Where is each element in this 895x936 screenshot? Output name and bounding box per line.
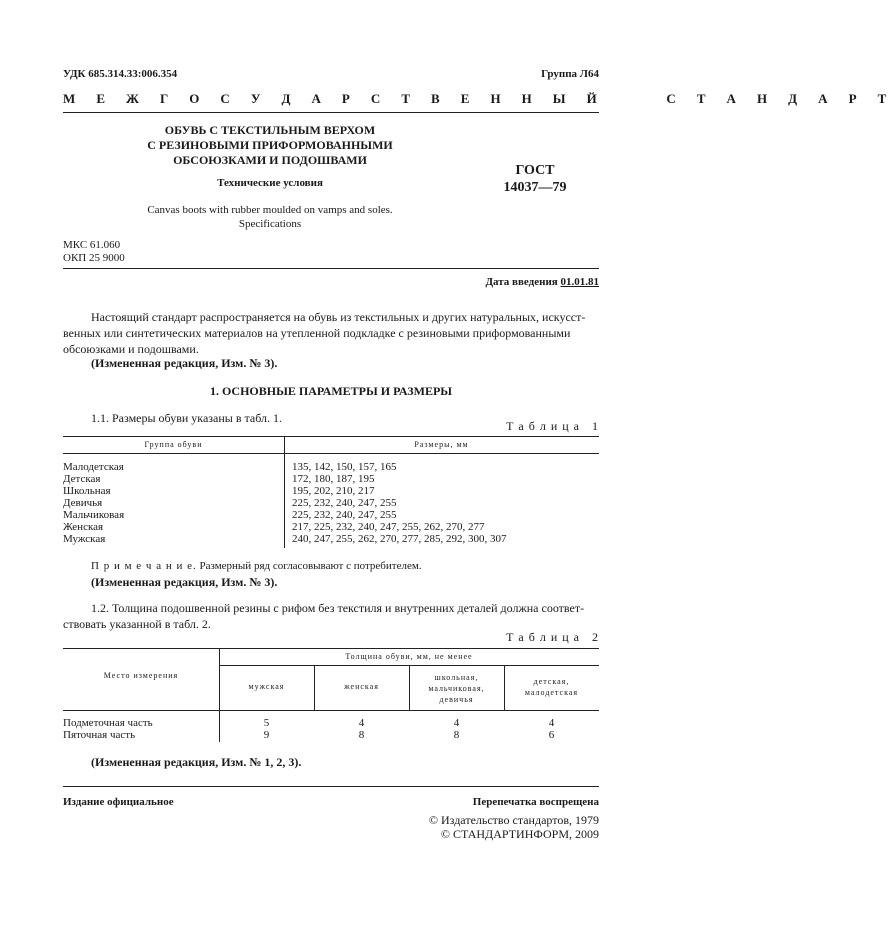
classification-codes — [63, 239, 125, 265]
title-line2: С РЕЗИНОВЫМИ ПРИФОРМОВАННЫМИ — [147, 138, 393, 152]
table2-cell-value: 8 — [453, 729, 460, 741]
table1-cell-group: Мальчиковая — [63, 509, 125, 521]
table1-edition-note: (Измененная редакция, Изм. № 3). — [91, 575, 278, 589]
table1-header-bottom — [63, 453, 599, 454]
table1-cell-sizes: 135, 142, 150, 157, 165 — [292, 461, 397, 473]
table1-cell-sizes: 240, 247, 255, 262, 270, 277, 285, 292, 300, 307 — [292, 533, 507, 545]
table2-edition-note: (Измененная редакция, Изм. № 1, 2, 3). — [91, 755, 302, 769]
table2-caption: Т а б л и ц а 2 — [506, 630, 599, 644]
english-title-line1: Canvas boots with rubber moulded on vamps and soles. — [147, 204, 393, 216]
document-title — [120, 123, 420, 168]
table-row — [63, 473, 599, 485]
table2-col-children — [504, 676, 599, 698]
table2-col-school-line2: мальчиковая, — [428, 684, 485, 693]
table2-col-children-line2: малодетская — [524, 688, 579, 697]
table1-note-text: Размерный ряд согласовывают с потребителем. — [196, 560, 422, 572]
table2-cell-place: Пяточная часть — [63, 729, 136, 741]
table2-cell-value: 4 — [548, 717, 555, 729]
intro-line3: обсоюзками и подошвами. — [63, 342, 199, 356]
table2-cell-value: 4 — [358, 717, 365, 729]
table2-cell-value: 6 — [548, 729, 555, 741]
intro-paragraph — [63, 309, 599, 357]
table-row — [63, 533, 599, 545]
title-divider — [63, 268, 599, 269]
table-row — [63, 729, 599, 741]
table1-note-label: П р и м е ч а н и е. — [91, 560, 197, 572]
intro-date — [485, 276, 599, 288]
table1-cell-group: Школьная — [63, 485, 111, 497]
official-edition: Издание официальное — [63, 796, 174, 808]
table-row — [63, 717, 599, 729]
table2-top-border — [63, 648, 599, 649]
table-row — [63, 521, 599, 533]
intro-line1: Настоящий стандарт распространяется на обувь из текстильных и других натуральных, искусст- — [91, 310, 586, 324]
p12-line1: 1.2. Толщина подошвенной резины с рифом без текстиля и внутренних деталей должна соответ- — [91, 601, 585, 615]
english-title — [120, 203, 420, 231]
table1-cell-sizes: 217, 225, 232, 240, 247, 255, 262, 270, 277 — [292, 521, 485, 533]
title-line1: ОБУВЬ С ТЕКСТИЛЬНЫМ ВЕРХОМ — [164, 123, 376, 137]
table-row — [63, 497, 599, 509]
gost-label: ГОСТ — [515, 163, 555, 178]
table2-cell-value: 8 — [358, 729, 365, 741]
table2-cell-value: 5 — [263, 717, 270, 729]
mks-code: МКС 61.060 — [63, 239, 121, 251]
table1-cell-sizes: 225, 232, 240, 247, 255 — [292, 509, 397, 521]
copyright-block — [429, 813, 599, 841]
table1-cell-sizes: 172, 180, 187, 195 — [292, 473, 375, 485]
table2-header-place: Место измерения — [103, 671, 179, 680]
table-row — [63, 461, 599, 473]
section1-heading: 1. ОСНОВНЫЕ ПАРАМЕТРЫ И РАЗМЕРЫ — [209, 384, 453, 398]
udk-code: УДК 685.314.33:006.354 — [63, 68, 178, 80]
table1-top-border — [63, 436, 599, 437]
intro-edition-note: (Измененная редакция, Изм. № 3). — [91, 356, 278, 370]
footer-divider — [63, 786, 599, 787]
table1-cell-group: Мужская — [63, 533, 106, 545]
table-row — [63, 485, 599, 497]
table2-col-men: мужская — [248, 682, 285, 691]
gost-designation — [490, 162, 580, 196]
table2-header-group: Толщина обуви, мм, не менее — [345, 652, 473, 661]
intro-date-label: Дата введения — [485, 276, 558, 288]
table2-header-bottom — [63, 710, 599, 711]
paragraph-1-1: 1.1. Размеры обуви указаны в табл. 1. — [91, 411, 282, 425]
table2-cell-place: Подметочная часть — [63, 717, 153, 729]
table1-header-group: Группа обуви — [144, 440, 203, 449]
table1-cell-group: Женская — [63, 521, 104, 533]
p12-line2: ствовать указанной в табл. 2. — [63, 617, 211, 631]
title-line3: ОБСОЮЗКАМИ И ПОДОШВАМИ — [173, 153, 367, 167]
table-row — [63, 509, 599, 521]
table2-col-school-line1: школьная, — [434, 673, 479, 682]
table1-note — [91, 560, 422, 572]
table2-cell-value: 9 — [263, 729, 270, 741]
reprint-notice: Перепечатка воспрещена — [472, 796, 599, 808]
standard-type: М Е Ж Г О С У Д А Р С Т В Е Н Н Ы Й С Т А Н Д А Р Т — [63, 91, 895, 106]
table2-col-school — [409, 672, 504, 705]
group-code: Группа Л64 — [541, 68, 599, 80]
copyright-line2: © СТАНДАРТИНФОРМ, 2009 — [440, 827, 599, 841]
okp-code: ОКП 25 9000 — [63, 252, 125, 264]
table2-col-women: женская — [344, 682, 379, 691]
table1-header-sizes: Размеры, мм — [414, 440, 469, 449]
table1-caption: Т а б л и ц а 1 — [506, 419, 599, 433]
copyright-line1: © Издательство стандартов, 1979 — [428, 813, 599, 827]
document-subtitle: Технические условия — [217, 177, 323, 189]
table1-cell-sizes: 225, 232, 240, 247, 255 — [292, 497, 397, 509]
table2-cell-value: 4 — [453, 717, 460, 729]
table1-cell-group: Девичья — [63, 497, 103, 509]
table2-col-school-line3: девичья — [439, 695, 474, 704]
paragraph-1-2 — [63, 600, 599, 632]
table1-cell-group: Малодетская — [63, 461, 124, 473]
table1-cell-sizes: 195, 202, 210, 217 — [292, 485, 375, 497]
english-title-line2: Specifications — [238, 218, 302, 230]
header-divider — [63, 112, 599, 113]
table2-body — [63, 717, 599, 741]
table1-cell-group: Детская — [63, 473, 101, 485]
intro-date-value: 01.01.81 — [560, 276, 599, 288]
table1-body — [63, 461, 599, 545]
gost-number: 14037—79 — [503, 180, 567, 195]
intro-line2: венных или синтетических материалов на утепленной подкладке с резиновыми приформованными — [63, 326, 571, 340]
table2-col-children-line1: детская, — [533, 677, 570, 686]
